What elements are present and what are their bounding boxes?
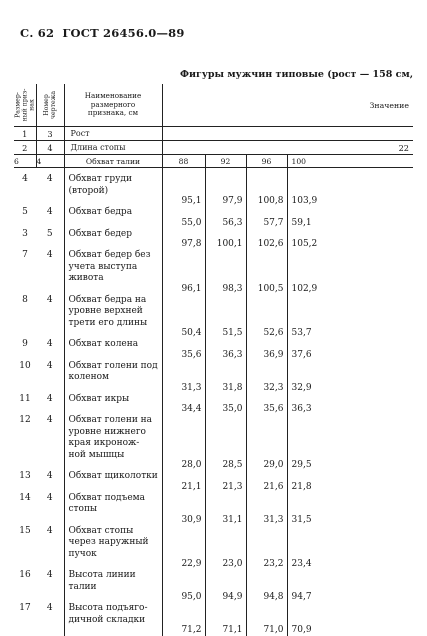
row-value-cell xyxy=(287,526,413,571)
row-value: 35,6 xyxy=(162,339,205,361)
row-feature-number: 3 xyxy=(22,228,28,239)
row-drawing-number: 4 xyxy=(36,603,64,636)
row-value-cell xyxy=(287,295,413,340)
row-value: 22 xyxy=(162,141,413,155)
row-value: 35,0 xyxy=(205,394,246,416)
row-feature-number: 13 xyxy=(19,471,31,481)
row-drawing-number: 3 xyxy=(36,127,64,141)
row-value: 70,9 xyxy=(291,625,312,635)
row-value: 35,6 xyxy=(246,394,287,416)
table-row xyxy=(14,493,413,526)
row-value: 23,4 xyxy=(291,559,312,569)
row-value: 32,9 xyxy=(291,382,312,393)
row-value: 55,0 xyxy=(162,207,205,229)
row-value: 59,1 xyxy=(291,217,312,228)
row-drawing-number: 4 xyxy=(36,493,64,526)
row-value-cell xyxy=(287,250,413,295)
row-value: 21,1 xyxy=(162,471,205,493)
row-feature-number: 2 xyxy=(14,141,36,155)
row-drawing-number: 4 xyxy=(36,174,64,207)
row-feature-number: 10 xyxy=(19,360,31,371)
row-feature-name: Обхват голени под коленом xyxy=(64,361,162,394)
row-value-cell xyxy=(287,207,413,229)
row-feature-name: Обхват стопы через наружный пучок xyxy=(64,526,162,571)
row-value: 51,5 xyxy=(205,295,246,340)
row-value: 100,1 xyxy=(205,229,246,251)
row-value: 31,5 xyxy=(291,514,312,525)
table-row xyxy=(14,250,413,295)
row-drawing-number: 4 xyxy=(36,526,64,571)
row-value xyxy=(162,127,413,141)
row-drawing-number: 4 xyxy=(36,207,64,229)
row-drawing-number: 5 xyxy=(36,229,64,251)
row-feature-name: Обхват щиколотки xyxy=(64,471,162,493)
row-value: 32,3 xyxy=(246,361,287,394)
row-value: 31,8 xyxy=(205,361,246,394)
row-feature-number: 7 xyxy=(22,250,28,260)
row-feature-name: Обхват бедра на уровне верхней трети его длины xyxy=(64,295,162,340)
row-drawing-number: 4 xyxy=(36,339,64,361)
row-value: 37,6 xyxy=(291,349,312,360)
size-value: 88 xyxy=(162,155,205,168)
row-value: 23,2 xyxy=(246,526,287,571)
row-value: 97,9 xyxy=(205,174,246,207)
row-feature-name: Обхват колена xyxy=(64,339,162,361)
row-value: 56,3 xyxy=(205,207,246,229)
row-feature-name: Длина стопы xyxy=(64,141,162,155)
row-value: 21,8 xyxy=(291,481,312,492)
row-value: 23,0 xyxy=(205,526,246,571)
row-value: 21,3 xyxy=(205,471,246,493)
row-drawing-number: 4 xyxy=(36,155,64,168)
row-drawing-number: 4 xyxy=(36,471,64,493)
row-feature-number: 16 xyxy=(19,570,31,580)
row-value: 30,9 xyxy=(162,493,205,526)
row-value: 97,8 xyxy=(162,229,205,251)
row-value-cell xyxy=(287,603,413,636)
header-drawing-number-text: Номер чертежа xyxy=(43,90,57,120)
table-row xyxy=(14,471,413,493)
row-value: 95,0 xyxy=(162,570,205,603)
table-row-sizes xyxy=(14,155,413,168)
row-value: 71,0 xyxy=(246,603,287,636)
row-value: 21,6 xyxy=(246,471,287,493)
header-size-feature xyxy=(14,84,36,127)
header-feature-name-text: Наименование размерного признака, см xyxy=(84,91,142,118)
row-value-cell xyxy=(287,229,413,251)
row-value: 53,7 xyxy=(291,328,312,338)
row-value: 94,9 xyxy=(205,570,246,603)
row-value: 94,8 xyxy=(246,570,287,603)
row-drawing-number: 4 xyxy=(36,250,64,295)
row-drawing-number: 4 xyxy=(36,570,64,603)
row-value: 105,2 xyxy=(291,239,318,249)
row-feature-name: Высота линии талии xyxy=(64,570,162,603)
table-row xyxy=(14,603,413,636)
table-row xyxy=(14,229,413,251)
row-value-cell xyxy=(287,471,413,493)
table-row xyxy=(14,570,413,603)
row-value: 71,1 xyxy=(205,603,246,636)
row-value: 31,1 xyxy=(205,493,246,526)
row-value: 31,3 xyxy=(246,493,287,526)
header-size-feature-text: Размер- ный приз- нак xyxy=(14,88,36,122)
row-value: 31,3 xyxy=(162,361,205,394)
row-feature-name: Обхват бедер без учета выступа живота xyxy=(64,250,162,295)
row-feature-name: Обхват бедер xyxy=(64,229,162,251)
header-drawing-number xyxy=(36,84,64,127)
row-value-cell xyxy=(287,339,413,361)
row-feature-number: 4 xyxy=(22,174,28,184)
row-feature-number: 12 xyxy=(19,415,31,425)
row-value: 102,6 xyxy=(246,229,287,251)
row-feature-number: 1 xyxy=(14,127,36,141)
row-value-cell xyxy=(287,394,413,416)
table-row xyxy=(14,339,413,361)
row-feature-number: 15 xyxy=(19,525,31,536)
row-drawing-number: 4 xyxy=(36,361,64,394)
row-value: 28,0 xyxy=(162,415,205,471)
table-row xyxy=(14,207,413,229)
table-row xyxy=(14,295,413,340)
row-feature-number: 9 xyxy=(22,339,28,349)
table-row xyxy=(14,415,413,471)
row-feature-name: Обхват талии xyxy=(64,155,162,168)
table-row xyxy=(14,127,413,141)
row-feature-name: Рост xyxy=(64,127,162,141)
row-value: 98,3 xyxy=(205,250,246,295)
size-value: 100 xyxy=(287,155,413,168)
row-value: 52,6 xyxy=(246,295,287,340)
table-row xyxy=(14,526,413,571)
row-feature-number: 6 xyxy=(14,155,36,168)
row-value: 95,1 xyxy=(162,174,205,207)
page-header xyxy=(20,26,185,40)
row-feature-name: Обхват икры xyxy=(64,394,162,416)
row-value-cell xyxy=(287,174,413,207)
row-feature-name: Обхват бедра xyxy=(64,207,162,229)
table-header-row xyxy=(14,84,413,127)
row-feature-number: 11 xyxy=(19,393,31,404)
row-value: 28,5 xyxy=(205,415,246,471)
row-feature-name: Обхват голени на уровне нижнего края икронож- ной мышцы xyxy=(64,415,162,471)
header-values: Значение xyxy=(162,84,413,127)
page-number: С. 62 xyxy=(20,26,55,40)
row-value-cell xyxy=(287,415,413,471)
row-drawing-number: 4 xyxy=(36,295,64,340)
row-value: 71,2 xyxy=(162,603,205,636)
row-value: 57,7 xyxy=(246,207,287,229)
row-value: 103,9 xyxy=(291,196,318,206)
size-value: 96 xyxy=(246,155,287,168)
table-row xyxy=(14,174,413,207)
row-value: 22,9 xyxy=(162,526,205,571)
row-value-cell xyxy=(287,493,413,526)
row-value-cell xyxy=(287,570,413,603)
measurements-table xyxy=(14,84,413,636)
header-feature-name xyxy=(64,84,162,127)
row-value-cell xyxy=(287,361,413,394)
row-feature-name: Обхват груди (второй) xyxy=(64,174,162,207)
row-value: 96,1 xyxy=(162,250,205,295)
row-drawing-number: 4 xyxy=(36,141,64,155)
table-row xyxy=(14,361,413,394)
standard-number: ГОСТ 26456.0—89 xyxy=(62,26,185,40)
row-drawing-number: 4 xyxy=(36,394,64,416)
row-feature-number: 5 xyxy=(22,207,28,217)
table-row xyxy=(14,394,413,416)
row-value: 34,4 xyxy=(162,394,205,416)
row-drawing-number: 4 xyxy=(36,415,64,471)
row-value: 102,9 xyxy=(291,283,318,294)
row-value: 94,7 xyxy=(291,592,312,602)
row-value: 50,4 xyxy=(162,295,205,340)
row-value: 100,5 xyxy=(246,250,287,295)
row-feature-name: Высота подъяго- дичной складки xyxy=(64,603,162,636)
size-value: 92 xyxy=(205,155,246,168)
table-row xyxy=(14,141,413,155)
table-subtitle: Фигуры мужчин типовые (рост — 158 см, xyxy=(179,69,413,80)
row-feature-number: 8 xyxy=(22,294,28,305)
row-value: 36,3 xyxy=(291,404,312,414)
row-value: 29,5 xyxy=(291,460,312,470)
row-feature-number: 14 xyxy=(19,492,31,503)
row-feature-number: 17 xyxy=(19,603,31,613)
row-value: 36,3 xyxy=(205,339,246,361)
row-feature-name: Обхват подъема стопы xyxy=(64,493,162,526)
row-value: 100,8 xyxy=(246,174,287,207)
row-value: 29,0 xyxy=(246,415,287,471)
row-value: 36,9 xyxy=(246,339,287,361)
